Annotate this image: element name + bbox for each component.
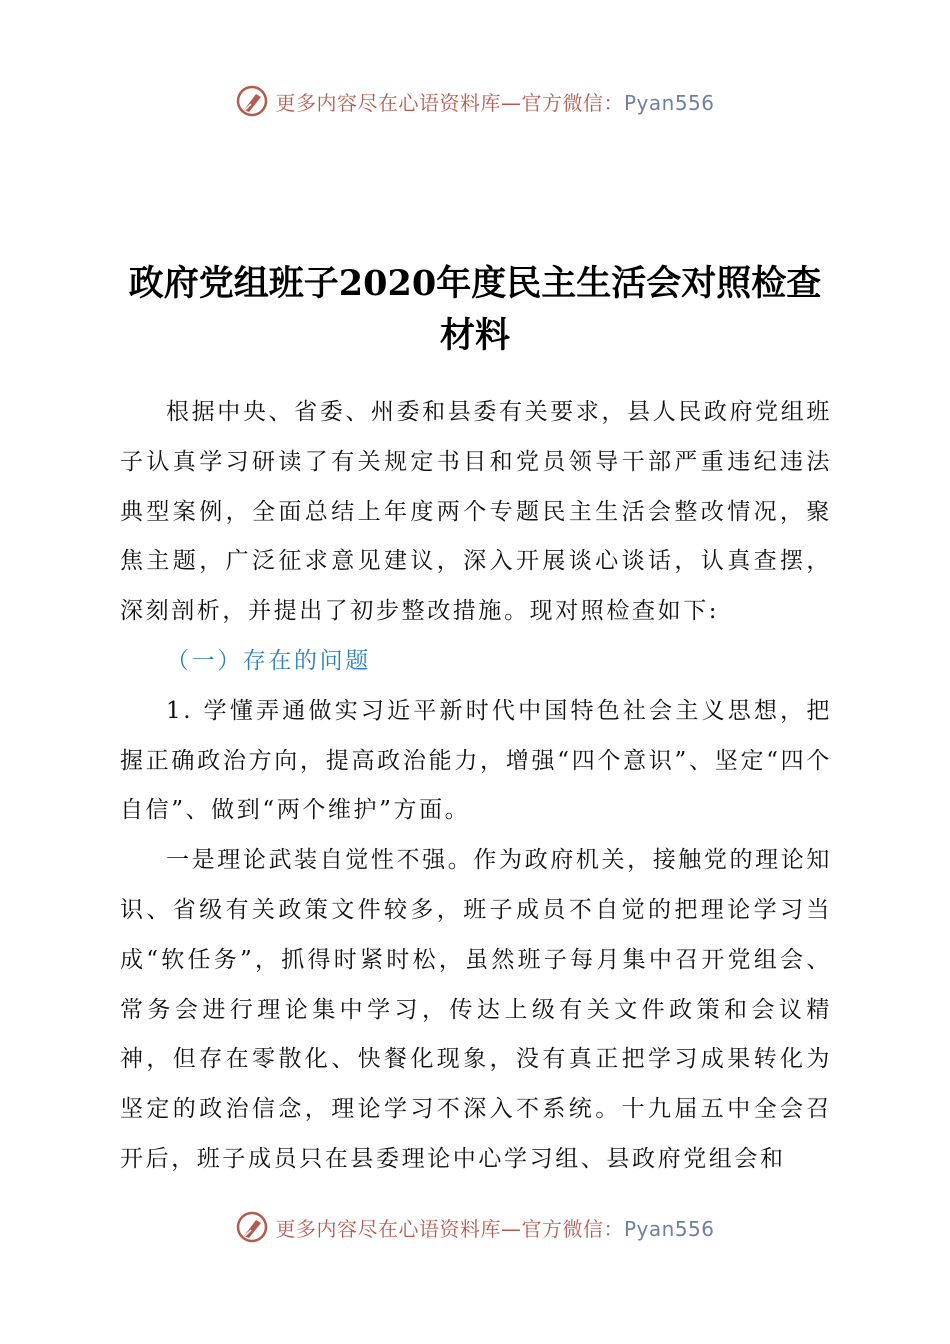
item-1-paragraph: 1. 学懂弄通做实习近平新时代中国特色社会主义思想，把握正确政治方向，提高政治能力，增强“四个意识”、坚定“四个自信”、做到“两个维护”方面。 [120, 697, 832, 824]
intro-paragraph: 根据中央、省委、州委和县委有关要求，县人民政府党组班子认真学习研读了有关规定书目和党员领导干部严重违纪违法典型案例，全面总结上年度两个专题民主生活会整改情况，聚焦主题，广泛征求意见建议，深入开展谈心谈话，认真查摆，深刻剖析，并提出了初步整改措施。现对照检查如下: [120, 399, 832, 625]
body-paragraph-1: 一是理论武装自觉性不强。作为政府机关，接触党的理论知识、省级有关政策文件较多，班子成员不自觉的把理论学习当成“软任务”，抓得时紧时松，虽然班子每月集中召开党组会、常务会进行理论集中学习，传达上级有关文件政策和会议精神，但存在零散化、快餐化现象，没有真正把学习成果转化为坚定的政治信念，理论学习不深入不系统。十九届五中全会召开后，班子成员只在县委理论中心学习组、县政府党组会和 [120, 847, 832, 1172]
watermark-footer [0, 1210, 950, 1244]
section-heading: （一）存在的问题 [166, 647, 371, 674]
watermark-header [0, 84, 950, 118]
pen-nib-logo-icon [235, 1210, 269, 1244]
watermark-wechat: Pyan556 [623, 90, 715, 115]
pen-nib-logo-icon [235, 84, 269, 118]
title-line-2: 材料 [439, 315, 510, 356]
watermark-text: 更多内容尽在心语资料库—官方微信：Pyan556 [275, 90, 715, 115]
watermark-wechat: Pyan556 [623, 1216, 715, 1241]
document-title [100, 258, 850, 362]
document-body [120, 388, 832, 1185]
watermark-text: 更多内容尽在心语资料库—官方微信：Pyan556 [275, 1216, 715, 1241]
title-line-1: 政府党组班子2020年度民主生活会对照检查 [128, 263, 822, 304]
